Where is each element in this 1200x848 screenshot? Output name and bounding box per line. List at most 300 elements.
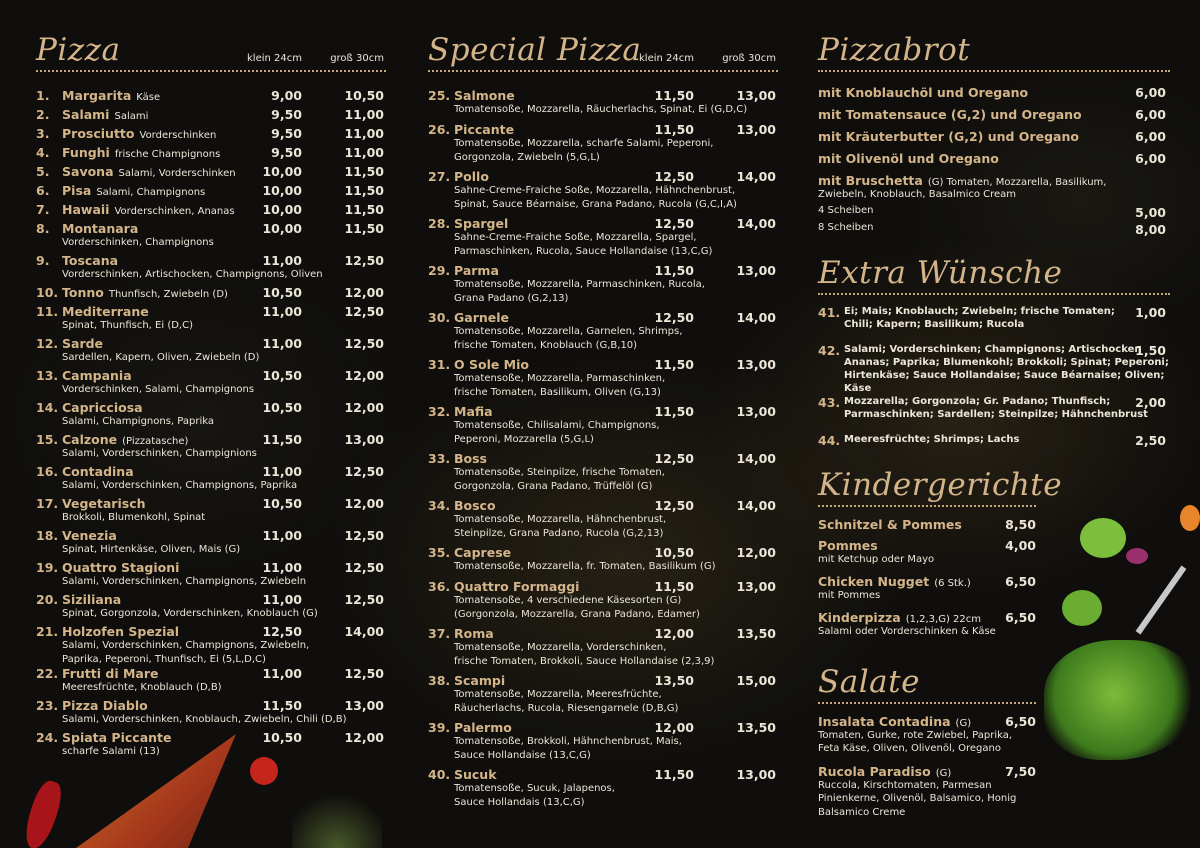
menu-item [428, 169, 778, 216]
item-name: Funghi [62, 145, 110, 160]
item-number: 2. [36, 107, 50, 122]
price-large: 12,00 [344, 368, 384, 383]
item-name: Chicken Nugget [818, 573, 930, 589]
item-number: 19. [36, 560, 59, 575]
price-large: 11,50 [344, 164, 384, 179]
menu-item [428, 216, 778, 263]
size-large-label: groß 30cm [330, 53, 384, 64]
item-number: 32. [428, 404, 451, 419]
price-small: 11,50 [654, 404, 694, 419]
item-name: Mafia [454, 404, 493, 419]
item-number: 38. [428, 673, 451, 688]
price-large: 11,00 [344, 107, 384, 122]
price-large: 12,00 [344, 496, 384, 511]
price-small: 9,50 [271, 145, 302, 160]
item-number: 25. [428, 88, 451, 103]
price-small: 10,00 [262, 221, 302, 236]
item-line [818, 305, 1170, 331]
item-price: 6,00 [1135, 85, 1166, 100]
item-number: 20. [36, 592, 59, 607]
item-line [36, 336, 386, 351]
item-price: 6,00 [1135, 129, 1166, 144]
price-large: 12,50 [344, 592, 384, 607]
special-pizza-list [428, 72, 778, 814]
item-price: 6,50 [1005, 713, 1036, 729]
menu-item [36, 400, 386, 432]
item-number: 37. [428, 626, 451, 641]
item-price: 1,00 [1135, 304, 1166, 320]
price-large: 13,00 [736, 122, 776, 137]
menu-item [428, 767, 778, 814]
price-small: 10,00 [262, 183, 302, 198]
menu-item [36, 560, 386, 592]
item-inline-desc: (Pizzatasche) [122, 436, 189, 447]
price-small: 10,50 [262, 730, 302, 745]
price-large: 12,50 [344, 464, 384, 479]
item-desc: Tomatensoße, Mozzarella, Hähnchenbrust, Steinpilze, Grana Padano, Rucola (G,2,13) [454, 514, 667, 539]
price-small: 11,00 [262, 560, 302, 575]
item-inline-desc: Thunfisch, Zwiebeln (D) [108, 289, 228, 300]
item-number: 16. [36, 464, 59, 479]
item-line [36, 464, 386, 479]
item-name: Vegetarisch [62, 496, 146, 511]
price-small: 12,50 [654, 216, 694, 231]
item-line [818, 610, 1036, 625]
pizzabrot-item [818, 129, 1170, 151]
lettuce-leaf-image [1062, 590, 1102, 626]
extra-item [818, 343, 1170, 395]
item-name: Frutti di Mare [62, 666, 159, 681]
item-desc: Tomatensoße, Mozzarella, Vorderschinken, frische Tomaten, Brokkoli, Sauce Hollandaise (2,3,9) [454, 642, 715, 667]
menu-item [36, 698, 386, 730]
item-desc: Tomatensoße, 4 verschiedene Käsesorten (G) (Gorgonzola, Mozzarella, Grana Padano, Edamer) [454, 595, 700, 620]
item-name: Salmone [454, 88, 515, 103]
menu-item [36, 624, 386, 666]
item-number: 44. [818, 432, 841, 448]
item-name: Quattro Formaggi [454, 579, 580, 594]
pizzabrot-title: Pizzabrot [818, 32, 971, 68]
kinder-section [818, 463, 1063, 646]
item-number: 17. [36, 496, 59, 511]
item-name: Calzone [62, 432, 118, 447]
item-line [818, 538, 1036, 553]
item-desc: Meeresfrüchte; Shrimps; Lachs [844, 433, 1020, 445]
kinder-header [818, 463, 1063, 507]
item-name: Mediterrane [62, 304, 149, 319]
item-desc: Tomatensoße, Mozzarella, Parmaschinken, frische Tomaten, Basilikum, Oliven (G,13) [454, 373, 666, 398]
item-desc: Spinat, Hirtenkäse, Oliven, Mais (G) [62, 544, 241, 555]
item-desc: Tomatensoße, Brokkoli, Hähnchenbrust, Mais, Sauce Hollandaise (13,C,G) [454, 736, 682, 761]
pizzabrot-item [818, 107, 1170, 129]
item-inline-desc: (G) Tomaten, Mozzarella, Basilikum, [927, 177, 1107, 188]
item-number: 10. [36, 285, 59, 300]
item-desc: Tomatensoße, Sucuk, Jalapenos, Sauce Hollandais (13,C,G) [454, 783, 615, 808]
item-desc: Brokkoli, Blumenkohl, Spinat [62, 512, 206, 523]
item-desc: Vorderschinken, Champignons [62, 237, 214, 248]
extra-item [818, 433, 1170, 453]
item-inline-desc: Käse [136, 92, 161, 103]
item-desc: Salami oder Vorderschinken & Käse [818, 625, 996, 637]
item-line [428, 626, 778, 641]
item-line [818, 395, 1170, 421]
price-small: 9,00 [271, 88, 302, 103]
item-number: 30. [428, 310, 451, 325]
price-large: 11,50 [344, 202, 384, 217]
item-desc: Tomatensoße, Mozzarella, Garnelen, Shrimps, frische Tomaten, Knoblauch (G,B,10) [454, 326, 683, 351]
item-number: 27. [428, 169, 451, 184]
price-large: 12,00 [344, 400, 384, 415]
item-desc: Sahne-Creme-Fraiche Soße, Mozzarella, Hähnchenbrust, Spinat, Sauce Béarnaise, Grana Padano, Rucola (G,C,I,A) [454, 185, 737, 210]
item-line [428, 169, 778, 184]
item-name: Kinderpizza [818, 609, 901, 625]
item-name: Capricciosa [62, 400, 143, 415]
pizzabrot-section [818, 28, 1170, 239]
item-number: 36. [428, 579, 451, 594]
price-small: 11,00 [262, 253, 302, 268]
price-large: 11,00 [344, 145, 384, 160]
menu-item [428, 673, 778, 720]
item-desc: Salami, Champignons, Paprika [62, 416, 214, 427]
price-small: 11,50 [262, 432, 302, 447]
price-large: 11,50 [344, 221, 384, 236]
menu-item [36, 253, 386, 285]
price-small: 10,50 [262, 496, 302, 511]
item-desc: Tomatensoße, Steinpilze, frische Tomaten, Gorgonzola, Grana Padano, Trüffelöl (G) [454, 467, 665, 492]
item-line [428, 404, 778, 419]
special-pizza-header [428, 28, 778, 72]
menu-item [428, 720, 778, 767]
price-small: 9,50 [271, 107, 302, 122]
price-small: 10,50 [262, 368, 302, 383]
tomato-image [250, 757, 278, 785]
price-small: 11,50 [654, 88, 694, 103]
price-large: 14,00 [344, 624, 384, 639]
price-small: 11,50 [654, 579, 694, 594]
item-inline-desc: Vorderschinken, Ananas [114, 206, 235, 217]
bruschetta-option-8 [818, 222, 1170, 239]
item-name: Campania [62, 368, 132, 383]
item-name: Siziliana [62, 592, 122, 607]
menu-item [36, 528, 386, 560]
item-name: Montanara [62, 221, 139, 236]
item-number: 22. [36, 666, 59, 681]
chili-image [20, 778, 66, 848]
price-large: 12,50 [344, 560, 384, 575]
item-name: Tonno [62, 285, 104, 300]
item-line [428, 357, 778, 372]
menu-item [36, 432, 386, 464]
item-line [818, 129, 1170, 144]
menu-item [818, 714, 1036, 764]
item-number: 35. [428, 545, 451, 560]
extras-list [818, 295, 1170, 453]
item-desc: mit Pommes [818, 589, 881, 601]
menu-item [36, 183, 386, 202]
price-small: 12,00 [654, 626, 694, 641]
item-line [36, 400, 386, 415]
price-small: 11,00 [262, 336, 302, 351]
item-desc: Tomatensoße, Mozzarella, Parmaschinken, Rucola, Grana Padano (G,2,13) [454, 279, 705, 304]
menu-item [818, 517, 1036, 538]
item-inline-desc: Vorderschinken [139, 130, 217, 141]
item-number: 31. [428, 357, 451, 372]
item-line [428, 579, 778, 594]
item-price: 8,50 [1005, 516, 1036, 532]
item-number: 5. [36, 164, 50, 179]
menu-item [428, 404, 778, 451]
price-large: 12,50 [344, 304, 384, 319]
price-large: 14,00 [736, 169, 776, 184]
item-inline-desc: Salami, Vorderschinken [118, 168, 236, 179]
item-desc: Salami; Vorderschinken; Champignons; Artischocken Ananas; Paprika; Blumenkohl; Brokkoli; Spinat; Peperoni; Hirtenkäse; Sauce Hollandaise; Sauce Béarnaise; Oliven; Käse [844, 343, 1169, 394]
item-number: 40. [428, 767, 451, 782]
item-number: 23. [36, 698, 59, 713]
menu-item [36, 107, 386, 126]
price-small: 12,50 [654, 169, 694, 184]
extras-header [818, 251, 1170, 295]
pizza-list [36, 72, 386, 762]
menu-item [818, 764, 1036, 820]
salate-section [818, 660, 1036, 820]
item-name: Parma [454, 263, 499, 278]
item-line [428, 498, 778, 513]
price-small: 11,00 [262, 528, 302, 543]
item-name: Salami [62, 107, 110, 122]
item-line [36, 285, 386, 300]
salate-title: Salate [818, 663, 920, 700]
item-number: 29. [428, 263, 451, 278]
item-line [818, 517, 1036, 532]
bruschetta-option-4 [818, 205, 1170, 222]
item-name: O Sole Mio [454, 357, 529, 372]
item-number: 11. [36, 304, 59, 319]
item-number: 26. [428, 122, 451, 137]
menu-item [36, 464, 386, 496]
item-number: 28. [428, 216, 451, 231]
item-line [428, 673, 778, 688]
item-line [36, 368, 386, 383]
item-desc: scharfe Salami (13) [62, 746, 160, 757]
price-small: 11,00 [262, 592, 302, 607]
item-price: 2,50 [1135, 432, 1166, 448]
menu-item [818, 538, 1036, 574]
item-inline-desc: Salami [114, 111, 149, 122]
price-large: 13,00 [736, 579, 776, 594]
item-price: 2,00 [1135, 394, 1166, 410]
menu-item [36, 666, 386, 698]
menu-item [428, 310, 778, 357]
item-number: 13. [36, 368, 59, 383]
pizza-title: Pizza [36, 32, 121, 68]
size-large-label: groß 30cm [722, 53, 776, 64]
item-number: 14. [36, 400, 59, 415]
item-price: 4,00 [1005, 537, 1036, 553]
item-desc: Spinat, Thunfisch, Ei (D,C) [62, 320, 193, 331]
item-desc: Tomatensoße, Mozzarella, Räucherlachs, Spinat, Ei (G,D,C) [454, 104, 748, 115]
item-number: 9. [36, 253, 50, 268]
item-number: 33. [428, 451, 451, 466]
item-name: Sarde [62, 336, 104, 351]
item-desc: Salami, Vorderschinken, Knoblauch, Zwiebeln, Chili (D,B) [62, 714, 347, 725]
price-large: 11,50 [344, 183, 384, 198]
size-small-label: klein 24cm [639, 53, 694, 64]
item-desc: Tomatensoße, Mozzarella, Meeresfrüchte, Räucherlachs, Rucola, Riesengarnele (D,B,G) [454, 689, 679, 714]
price-small: 10,00 [262, 202, 302, 217]
item-number: 34. [428, 498, 451, 513]
menu-item [428, 451, 778, 498]
extra-item [818, 305, 1170, 343]
price-large: 13,50 [736, 626, 776, 641]
item-number: 1. [36, 88, 50, 103]
price-large: 11,00 [344, 126, 384, 141]
menu-item [36, 164, 386, 183]
item-name: Sucuk [454, 767, 497, 782]
item-inline-desc: (G) [935, 767, 952, 779]
price-large: 13,00 [344, 698, 384, 713]
price-large: 12,00 [344, 285, 384, 300]
price-small: 11,00 [262, 304, 302, 319]
item-name: Pollo [454, 169, 489, 184]
item-line [36, 253, 386, 268]
item-name: Caprese [454, 545, 512, 560]
item-number: 39. [428, 720, 451, 735]
price-small: 12,50 [654, 310, 694, 325]
item-name: Prosciutto [62, 126, 135, 141]
special-size-headers [632, 53, 776, 64]
item-line [818, 343, 1170, 395]
pizzabrot-item [818, 85, 1170, 107]
kinder-list [818, 507, 1036, 646]
menu-item [36, 496, 386, 528]
menu-item [818, 610, 1036, 646]
price-large: 12,50 [344, 666, 384, 681]
item-name: Hawaii [62, 202, 110, 217]
item-name: Palermo [454, 720, 512, 735]
item-price: 6,50 [1005, 573, 1036, 589]
item-inline-desc: (1,2,3,G) 22cm [905, 613, 982, 625]
item-line [428, 720, 778, 735]
item-name: mit Tomatensauce (G,2) und Oregano [818, 107, 1082, 122]
menu-item [428, 88, 778, 122]
item-name: Pizza Diablo [62, 698, 148, 713]
item-number: 15. [36, 432, 59, 447]
menu-item [818, 574, 1036, 610]
item-line [36, 432, 386, 447]
item-line [428, 451, 778, 466]
menu-item [428, 263, 778, 310]
menu-item [428, 122, 778, 169]
menu-item [36, 368, 386, 400]
item-name: Pommes [818, 537, 878, 553]
item-name: Boss [454, 451, 487, 466]
price-large: 13,00 [344, 432, 384, 447]
item-line [818, 714, 1036, 729]
item-line [36, 107, 386, 122]
item-number: 21. [36, 624, 59, 639]
item-name: Piccante [454, 122, 515, 137]
item-name: Spargel [454, 216, 509, 231]
price-large: 13,50 [736, 720, 776, 735]
bruschetta-item [818, 173, 1170, 239]
salate-list [818, 704, 1036, 820]
item-line [36, 145, 386, 160]
price-small: 10,00 [262, 164, 302, 179]
pizzabrot-list [818, 72, 1170, 173]
price-large: 13,00 [736, 404, 776, 419]
item-price: 7,50 [1005, 763, 1036, 779]
item-desc: Tomatensoße, Mozzarella, fr. Tomaten, Basilikum (G) [454, 561, 716, 572]
option-price: 8,00 [1135, 221, 1166, 237]
item-name: mit Bruschetta [818, 173, 923, 188]
item-line [36, 202, 386, 217]
lettuce-leaf-image [1080, 518, 1126, 558]
price-small: 10,50 [262, 400, 302, 415]
item-line [818, 85, 1170, 100]
price-large: 14,00 [736, 310, 776, 325]
pizzabrot-header [818, 28, 1170, 72]
price-large: 12,50 [344, 336, 384, 351]
item-name: mit Knoblauchöl und Oregano [818, 85, 1029, 100]
item-desc: Spinat, Gorgonzola, Vorderschinken, Knoblauch (G) [62, 608, 318, 619]
item-number: 43. [818, 394, 841, 410]
item-number: 18. [36, 528, 59, 543]
item-line [36, 730, 386, 745]
item-desc: Mozzarella; Gorgonzola; Gr. Padano; Thunfisch; Parmaschinken; Sardellen; Steinpilze; Hähnchenbrust [844, 395, 1148, 420]
item-name: Contadina [62, 464, 134, 479]
pizza-header [36, 28, 386, 72]
price-small: 12,50 [262, 624, 302, 639]
price-small: 9,50 [271, 126, 302, 141]
price-large: 12,50 [344, 253, 384, 268]
price-large: 14,00 [736, 451, 776, 466]
menu-item [428, 545, 778, 579]
price-small: 12,00 [654, 720, 694, 735]
price-large: 14,00 [736, 216, 776, 231]
item-desc: Ruccola, Kirschtomaten, Parmesan Pinienkerne, Olivenöl, Balsamico, Honig Balsamico Creme [818, 779, 1017, 818]
item-desc: Tomatensoße, Chilisalami, Champignons, Peperoni, Mozzarella (5,G,L) [454, 420, 660, 445]
item-desc: Salami, Vorderschinken, Champignons, Zwiebeln [62, 576, 307, 587]
pizza-size-headers [240, 53, 384, 64]
price-small: 13,50 [654, 673, 694, 688]
carrot-image [1180, 505, 1200, 531]
item-line [36, 88, 386, 103]
price-large: 15,00 [736, 673, 776, 688]
item-price: 1,50 [1135, 342, 1166, 358]
item-price: 6,00 [1135, 151, 1166, 166]
item-number: 8. [36, 221, 50, 236]
option-label: 8 Scheiben [818, 221, 874, 233]
menu-item [36, 202, 386, 221]
price-small: 11,50 [654, 767, 694, 782]
item-desc: Salami, Vorderschinken, Champignions [62, 448, 257, 459]
price-large: 13,00 [736, 767, 776, 782]
item-line [36, 698, 386, 713]
item-name: Insalata Contadina [818, 713, 951, 729]
option-price: 5,00 [1135, 204, 1166, 220]
menu-item [36, 221, 386, 253]
menu-item [36, 285, 386, 304]
item-price: 6,50 [1005, 609, 1036, 625]
item-name: Schnitzel & Pommes [818, 516, 962, 532]
menu-item [428, 579, 778, 626]
menu-item [36, 304, 386, 336]
menu-item [428, 498, 778, 545]
price-large: 12,50 [344, 528, 384, 543]
item-line [818, 151, 1170, 166]
menu-item [36, 126, 386, 145]
item-name: Spiata Piccante [62, 730, 172, 745]
item-line [428, 122, 778, 137]
